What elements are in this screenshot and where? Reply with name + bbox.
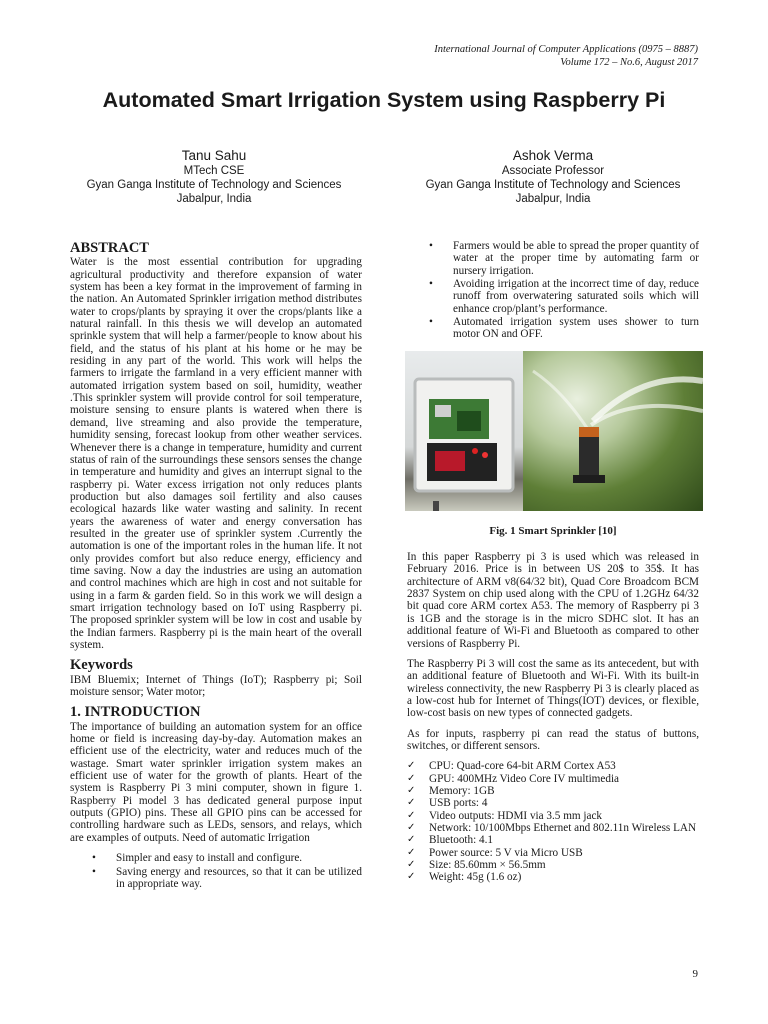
keywords-heading: Keywords [70, 657, 133, 674]
introduction-text: The importance of building an automation system for an office home or field is increasing day-by-day. Automation makes an efficient use of the electricity, water and reduces much of the wastage. Smart water sprinkler irrigation system makes an efficient use of water for the growth of plants. Heart of the system is Raspberry Pi 3 mini computer, shown in figure 1. Raspberry Pi model 3 has dedicated general purpose input outputs (GPIO) pins. These all GPIO pins can be accessed for controlling hardware such as LEDs, sensors, and relays, which are examples of outputs. Need of automatic Irrigation [70, 720, 362, 844]
right-bullet-list [407, 240, 699, 341]
author-role: MTech CSE [183, 165, 245, 177]
list-item: • Avoiding irrigation at the incorrect time of day, reduce runoff from overwatering saturated soils which will enhance crop/plant’s performance. [407, 278, 699, 315]
author-location: Jabalpur, India [515, 193, 591, 205]
figure-smart-sprinkler [405, 351, 703, 511]
raspberry-pi-enclosure-photo [405, 351, 523, 511]
paragraph: As for inputs, raspberry pi can read the status of buttons, switches, or different sensors. [407, 727, 699, 752]
list-item: ✓ USB ports: 4 [407, 797, 699, 809]
abstract-heading: ABSTRACT [70, 240, 149, 256]
author-affiliation: Gyan Ganga Institute of Technology and Sciences [425, 179, 681, 191]
author-location: Jabalpur, India [176, 193, 252, 205]
list-item: • Farmers would be able to spread the proper quantity of water at the proper time by automating farm or nursery irrigation. [407, 240, 699, 277]
author-role: Associate Professor [501, 165, 605, 177]
journal-name: International Journal of Computer Applications (0975 – 8887) [434, 44, 698, 55]
page-number: 9 [692, 968, 698, 980]
intro-bullet-list [70, 852, 362, 890]
list-item: ✓ Video outputs: HDMI via 3.5 mm jack [407, 810, 699, 822]
figure-caption: Fig. 1 Smart Sprinkler [10] [489, 524, 617, 537]
list-item: ✓ Weight: 45g (1.6 oz) [407, 871, 699, 883]
journal-header [434, 43, 698, 69]
abstract-text: Water is the most essential contribution for upgrading agricultural productivity and therefore expansion of water system has been a key format in the improvement of farming in the nation. An Automated Sprinkler irrigation method distributes water to crops/plants by spraying it over the crops/plants like a natural rainfall. In this thesis we will develop an automated sprinkle system that will help a farmer/people to know about his field, and the status of his plant at his home or he may be residing in any part of the world. This work will helps the farmers to irrigate the farmland in a very efficient manner with automated irrigation system based on soil, humidity, weather .This sprinkler system will provide control for soil temperature, moisture sensing to ensure plants is watered when there is demand, live streaming and also provide the temperature, humidity sensing, forecast lookup from other weather services. Whenever there is a change in temperature, humidity and current status of rain of the surroundings these sensors senses the change in temperature and humidity and gives an interrupt signal to the raspberry pi. Water excess irrigation not only reduces plants production but also damages soil fertility and also causes ecological hazards like water wasting and salinity. In recent years the awareness of water and energy conversation has resulted in the greater use of sprinkler system .Currently the automation is one of the important roles in the human life. It not only provides comfort but also reduce energy, efficiency and time saving. Now a day the industries are using an automation and control machines which are high in cost and not suitable for using in a farm & garden field. So in this work we will design a smart irrigation technology based on IoT using Raspberry pi. The proposed sprinkler system will be low in cost and usable by the Indian farmers. Raspberry pi is the main heart of the overall system. [70, 256, 362, 651]
paragraph: The Raspberry Pi 3 will cost the same as its antecedent, but with an additional feature of Bluetooth and Wi-Fi. With its built-in wireless connectivity, the new Raspberry Pi 3 is clearly placed as a low-cost hub for Internet of Things(IOT) devices, or flexible, low-cost basis on new types of connected gadgets. [407, 657, 699, 720]
list-item: • Simpler and easy to install and configure. [70, 852, 362, 864]
left-column [70, 240, 362, 891]
paragraph: In this paper Raspberry pi 3 is used which was released in February 2016. Price is in between US 20$ to 35$. It has architecture of ARM v8(64/32 bit), Quad Core Broadcom BCM 2837 System on chip used along with the CPU of 1.2GHz 64/32 bit quad core ARM cortex A53. The memory of Raspberry pi 3 is 1GB and the storage is in the micro SDHC slot. It has an additional feature of Wi-Fi and Bluetooth as compared to other versions of Raspberry Pi. [407, 551, 699, 650]
specs-checklist [407, 760, 699, 883]
paper-title: Automated Smart Irrigation System using Raspberry Pi [102, 88, 666, 112]
list-item: ✓ Network: 10/100Mbps Ethernet and 802.11n Wireless LAN [407, 822, 699, 834]
list-item: ✓ Memory: 1GB [407, 785, 699, 797]
author-block-2 [383, 147, 723, 206]
author-block-1 [44, 147, 384, 206]
right-column [407, 240, 699, 884]
author-name: Tanu Sahu [181, 148, 247, 163]
list-item: ✓ Bluetooth: 4.1 [407, 834, 699, 846]
introduction-heading: 1. INTRODUCTION [70, 704, 201, 721]
list-item: ✓ GPU: 400MHz Video Core IV multimedia [407, 773, 699, 785]
keywords-text: IBM Bluemix; Internet of Things (IoT); Raspberry pi; Soil moisture sensor; Water motor; [70, 673, 362, 699]
list-item: • Automated irrigation system uses shower to turn motor ON and OFF. [407, 316, 699, 341]
list-item: ✓ Power source: 5 V via Micro USB [407, 847, 699, 859]
sprinkler-photo [523, 351, 703, 511]
list-item: • Saving energy and resources, so that it can be utilized in appropriate way. [70, 866, 362, 891]
author-affiliation: Gyan Ganga Institute of Technology and Sciences [86, 179, 342, 191]
list-item: ✓ Size: 85.60mm × 56.5mm [407, 859, 699, 871]
author-name: Ashok Verma [512, 148, 594, 163]
list-item: ✓ CPU: Quad-core 64-bit ARM Cortex A53 [407, 760, 699, 772]
journal-volume: Volume 172 – No.6, August 2017 [560, 57, 698, 68]
